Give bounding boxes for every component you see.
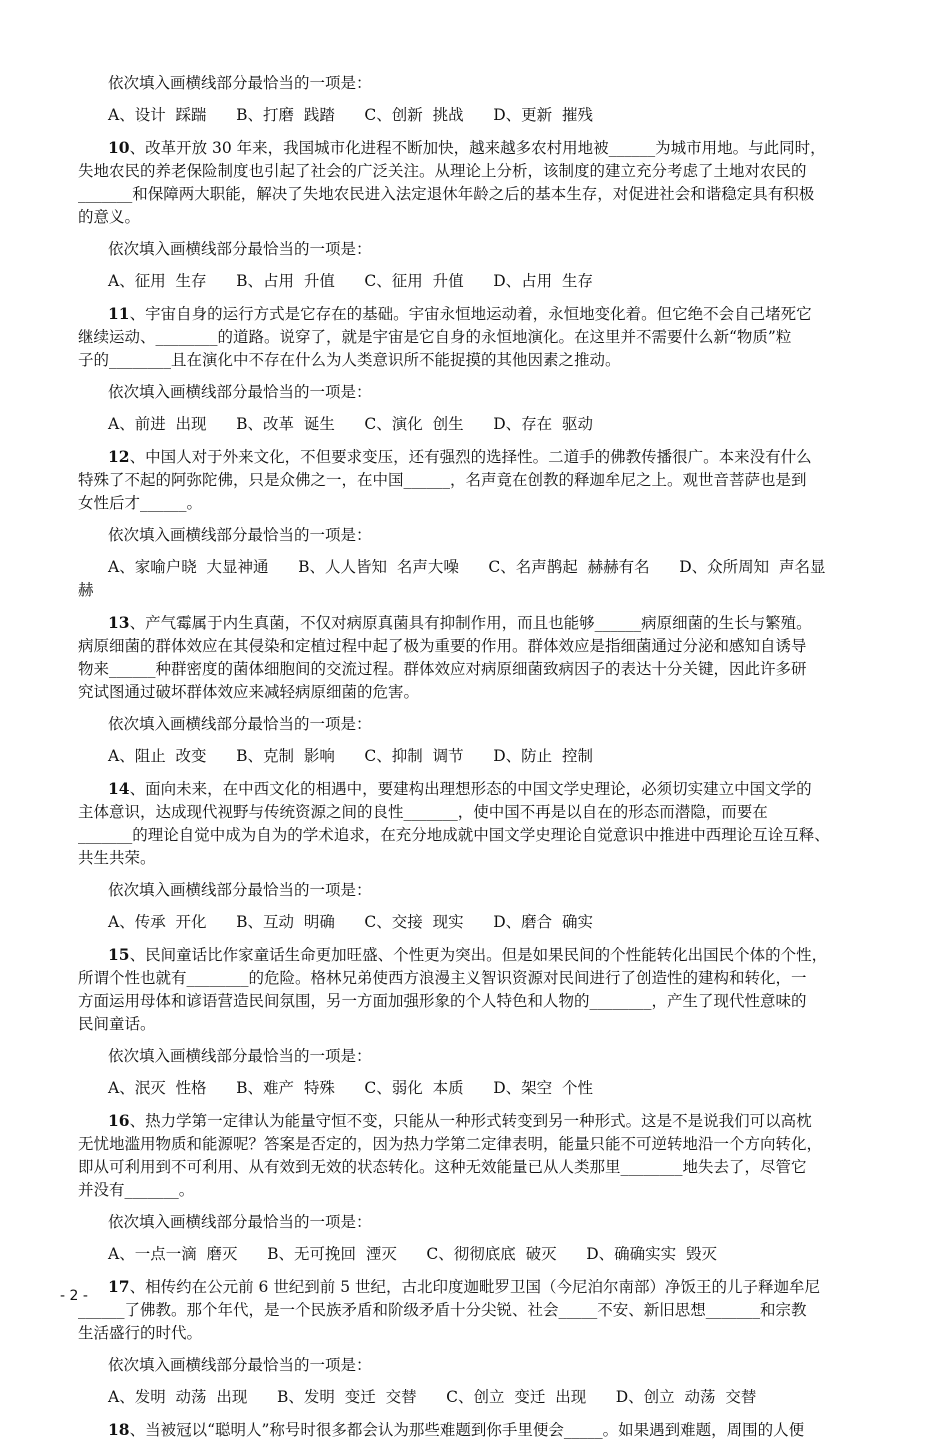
paragraph-gap — [78, 902, 878, 911]
text-line — [78, 326, 878, 349]
question-line — [78, 445, 878, 469]
line-text: 、当被冠以“聪明人”称号时很多都会认为那些难题到你手里便会_____。如果遇到难题，周围的人便 — [129, 1421, 805, 1439]
paragraph-gap — [78, 1234, 878, 1243]
line-text: 依次填入画横线部分最恰当的一项是： — [108, 74, 372, 92]
line-text: 的意义。 — [78, 208, 141, 226]
text-line — [78, 1045, 878, 1068]
paragraph-gap — [78, 1100, 878, 1109]
question-line — [78, 611, 878, 635]
paragraph-gap — [78, 95, 878, 104]
paragraph-gap — [78, 372, 878, 381]
question-line — [78, 943, 878, 967]
line-text: 子的________且在演化中不存在什么为人类意识所不能捉摸的其他因素之推动。 — [78, 351, 621, 369]
line-text: 方面运用母体和谚语营造民间氛围，另一方面加强形象的个人特色和人物的________，产生了现代性意味的 — [78, 992, 807, 1010]
paragraph-gap — [78, 1266, 878, 1275]
text-line — [78, 1133, 878, 1156]
text-line — [78, 270, 878, 293]
question-number: 11 — [108, 304, 130, 323]
text-line — [78, 1386, 878, 1409]
paragraph-gap — [78, 1345, 878, 1354]
line-text: 依次填入画横线部分最恰当的一项是： — [108, 715, 372, 733]
line-text: 病原细菌的群体效应在其侵染和定植过程中起了极为重要的作用。群体效应是指细菌通过分泌和感知自诱导 — [78, 637, 807, 655]
line-text: A、传承 开化 B、互动 明确 C、交接 现实 D、磨合 确实 — [108, 913, 593, 931]
question-line — [78, 302, 878, 326]
text-line — [78, 1243, 878, 1266]
text-line — [78, 469, 878, 492]
line-text: 、产气霉属于内生真菌，不仅对病原真菌具有抑制作用，而且也能够______病原细菌的生长与繁殖。 — [129, 614, 812, 632]
paragraph-gap — [78, 436, 878, 445]
paragraph-gap — [78, 768, 878, 777]
line-text: ______了佛教。那个年代，是一个民族矛盾和阶级矛盾十分尖锐、社会_____不安、新旧思想_______和宗教 — [78, 1301, 807, 1319]
line-text: 生活盛行的时代。 — [78, 1324, 203, 1342]
line-text: 依次填入画横线部分最恰当的一项是： — [108, 1047, 372, 1065]
text-line — [78, 1077, 878, 1100]
page-number: - 2 - — [60, 1288, 88, 1304]
line-text: 究试图通过破坏群体效应来减轻病原细菌的危害。 — [78, 683, 420, 701]
question-line — [78, 1275, 878, 1299]
text-line — [78, 967, 878, 990]
question-line — [78, 136, 878, 160]
line-text: 依次填入画横线部分最恰当的一项是： — [108, 526, 372, 544]
text-line — [78, 160, 878, 183]
paragraph-gap — [78, 547, 878, 556]
line-text: 、中国人对于外来文化，不但要求变压，还有强烈的选择性。二道手的佛教传播很广。本来没有什么 — [129, 448, 812, 466]
line-text: 女性后才______。 — [78, 494, 203, 512]
text-line — [78, 1299, 878, 1322]
paragraph-gap — [78, 229, 878, 238]
line-text: 、民间童话比作家童话生命更加旺盛、个性更为突出。但是如果民间的个性能转化出国民个体的个性， — [129, 946, 828, 964]
line-text: 主体意识，达成现代视野与传统资源之间的良性_______，使中国不再是以自在的形态而潜隐，而要在 — [78, 803, 768, 821]
line-text: 失地农民的养老保险制度也引起了社会的广泛关注。从理论上分析，该制度的建立充分考虑了土地对农民的 — [78, 162, 807, 180]
line-text: 依次填入画横线部分最恰当的一项是： — [108, 1213, 372, 1231]
line-text: A、发明 动荡 出现 B、发明 变迁 交替 C、创立 变迁 出现 D、创立 动荡 交替 — [108, 1388, 757, 1406]
paragraph-gap — [78, 1068, 878, 1077]
question-number: 12 — [108, 447, 130, 466]
paragraph-gap — [78, 870, 878, 879]
paragraph-gap — [78, 1202, 878, 1211]
line-text: _______的理论自觉中成为自为的学术追求，在充分地成就中国文学史理论自觉意识中推进中西理论互诠互释、 — [78, 826, 830, 844]
line-text: 民间童话。 — [78, 1015, 156, 1033]
text-line — [78, 524, 878, 547]
question-number: 13 — [108, 613, 130, 632]
line-text: _______和保障两大职能，解决了失地农民进入法定退休年龄之后的基本生存，对促进社会和谐稳定具有积极 — [78, 185, 815, 203]
question-number: 17 — [108, 1277, 130, 1296]
text-line — [78, 1354, 878, 1377]
line-text: 物来______种群密度的菌体细胞间的交流过程。群体效应对病原细菌致病因子的表达十分关键，因此许多研 — [78, 660, 807, 678]
text-line — [78, 381, 878, 404]
line-text: 共生共荣。 — [78, 849, 156, 867]
text-line — [78, 801, 878, 824]
question-number: 10 — [108, 138, 130, 157]
line-text: A、家喻户晓 大显神通 B、人人皆知 名声大噪 C、名声鹊起 赫赫有名 D、众所周知 声名显 — [108, 558, 826, 576]
line-text: A、前进 出现 B、改革 诞生 C、演化 创生 D、存在 驱动 — [108, 415, 593, 433]
question-line — [78, 777, 878, 801]
paragraph-gap — [78, 515, 878, 524]
question-line — [78, 1109, 878, 1133]
line-text: 无忧地滥用物质和能源呢？答案是否定的，因为热力学第二定律表明，能量只能不可逆转地沿一个方向转化， — [78, 1135, 823, 1153]
text-line — [78, 413, 878, 436]
paragraph-gap — [78, 293, 878, 302]
question-number: 18 — [108, 1420, 130, 1439]
line-text: 即从可利用到不可利用、从有效到无效的状态转化。这种无效能量已从人类那里________地失去了，尽管它 — [78, 1158, 807, 1176]
line-text: 并没有_______。 — [78, 1181, 195, 1199]
paragraph-gap — [78, 1036, 878, 1045]
text-line — [78, 1211, 878, 1234]
text-line — [78, 635, 878, 658]
text-line — [78, 238, 878, 261]
paragraph-gap — [78, 261, 878, 270]
line-text: A、一点一滴 磨灭 B、无可挽回 湮灭 C、彻彻底底 破灭 D、确确实实 毁灭 — [108, 1245, 717, 1263]
question-number: 14 — [108, 779, 130, 798]
text-line — [78, 206, 878, 229]
text-line — [78, 658, 878, 681]
text-line — [78, 492, 878, 515]
text-line — [78, 104, 878, 127]
text-line — [78, 990, 878, 1013]
text-line — [78, 183, 878, 206]
line-text: 、面向未来，在中西文化的相遇中，要建构出理想形态的中国文学史理论，必须切实建立中国文学的 — [129, 780, 812, 798]
paragraph-gap — [78, 934, 878, 943]
paragraph-gap — [78, 404, 878, 413]
text-line — [78, 745, 878, 768]
paragraph-gap — [78, 1409, 878, 1418]
question-number: 16 — [108, 1111, 130, 1130]
line-text: 依次填入画横线部分最恰当的一项是： — [108, 881, 372, 899]
paragraph-gap — [78, 1377, 878, 1386]
line-text: 依次填入画横线部分最恰当的一项是： — [108, 1356, 372, 1374]
paragraph-gap — [78, 704, 878, 713]
text-line — [78, 1156, 878, 1179]
paragraph-gap — [78, 127, 878, 136]
text-line — [78, 681, 878, 704]
document-page — [78, 72, 878, 1442]
question-line — [78, 1418, 878, 1442]
line-text: 继续运动、________的道路。说穿了，就是宇宙是它自身的永恒地演化。在这里并不需要什么新“物质”粒 — [78, 328, 792, 346]
line-text: 、热力学第一定律认为能量守恒不变，只能从一种形式转变到另一种形式。这是不是说我们可以高枕 — [129, 1112, 812, 1130]
text-line — [78, 1013, 878, 1036]
line-text: 、改革开放 30 年来，我国城市化进程不断加快，越来越多农村用地被______为城市用地。与此同时， — [129, 139, 826, 157]
line-text: 、相传约在公元前 6 世纪到前 5 世纪，古北印度迦毗罗卫国（今尼泊尔南部）净饭王的儿子释迦牟尼 — [129, 1278, 821, 1296]
line-text: A、设计 踩踹 B、打磨 践踏 C、创新 挑战 D、更新 摧残 — [108, 106, 593, 124]
line-text: 依次填入画横线部分最恰当的一项是： — [108, 383, 372, 401]
text-line — [78, 579, 878, 602]
text-line — [78, 1322, 878, 1345]
line-text: A、征用 生存 B、占用 升值 C、征用 升值 D、占用 生存 — [108, 272, 593, 290]
text-line — [78, 1179, 878, 1202]
paragraph-gap — [78, 736, 878, 745]
text-line — [78, 72, 878, 95]
text-line — [78, 911, 878, 934]
question-number: 15 — [108, 945, 130, 964]
text-line — [78, 847, 878, 870]
text-line — [78, 824, 878, 847]
line-text: A、泯灭 性格 B、难产 特殊 C、弱化 本质 D、架空 个性 — [108, 1079, 593, 1097]
text-line — [78, 556, 878, 579]
text-line — [78, 879, 878, 902]
line-text: 特殊了不起的阿弥陀佛，只是众佛之一，在中国______，名声竟在创教的释迦牟尼之上。观世音菩萨也是到 — [78, 471, 807, 489]
line-text: 所谓个性也就有________的危险。格林兄弟使西方浪漫主义智识资源对民间进行了创造性的建构和转化，一 — [78, 969, 807, 987]
line-text: A、阻止 改变 B、克制 影响 C、抑制 调节 D、防止 控制 — [108, 747, 593, 765]
line-text: 赫 — [78, 581, 94, 599]
text-line — [78, 713, 878, 736]
line-text: 、宇宙自身的运行方式是它存在的基础。宇宙永恒地运动着，永恒地变化着。但它绝不会自己堵死它 — [129, 305, 812, 323]
line-text: 依次填入画横线部分最恰当的一项是： — [108, 240, 372, 258]
text-line — [78, 349, 878, 372]
paragraph-gap — [78, 602, 878, 611]
